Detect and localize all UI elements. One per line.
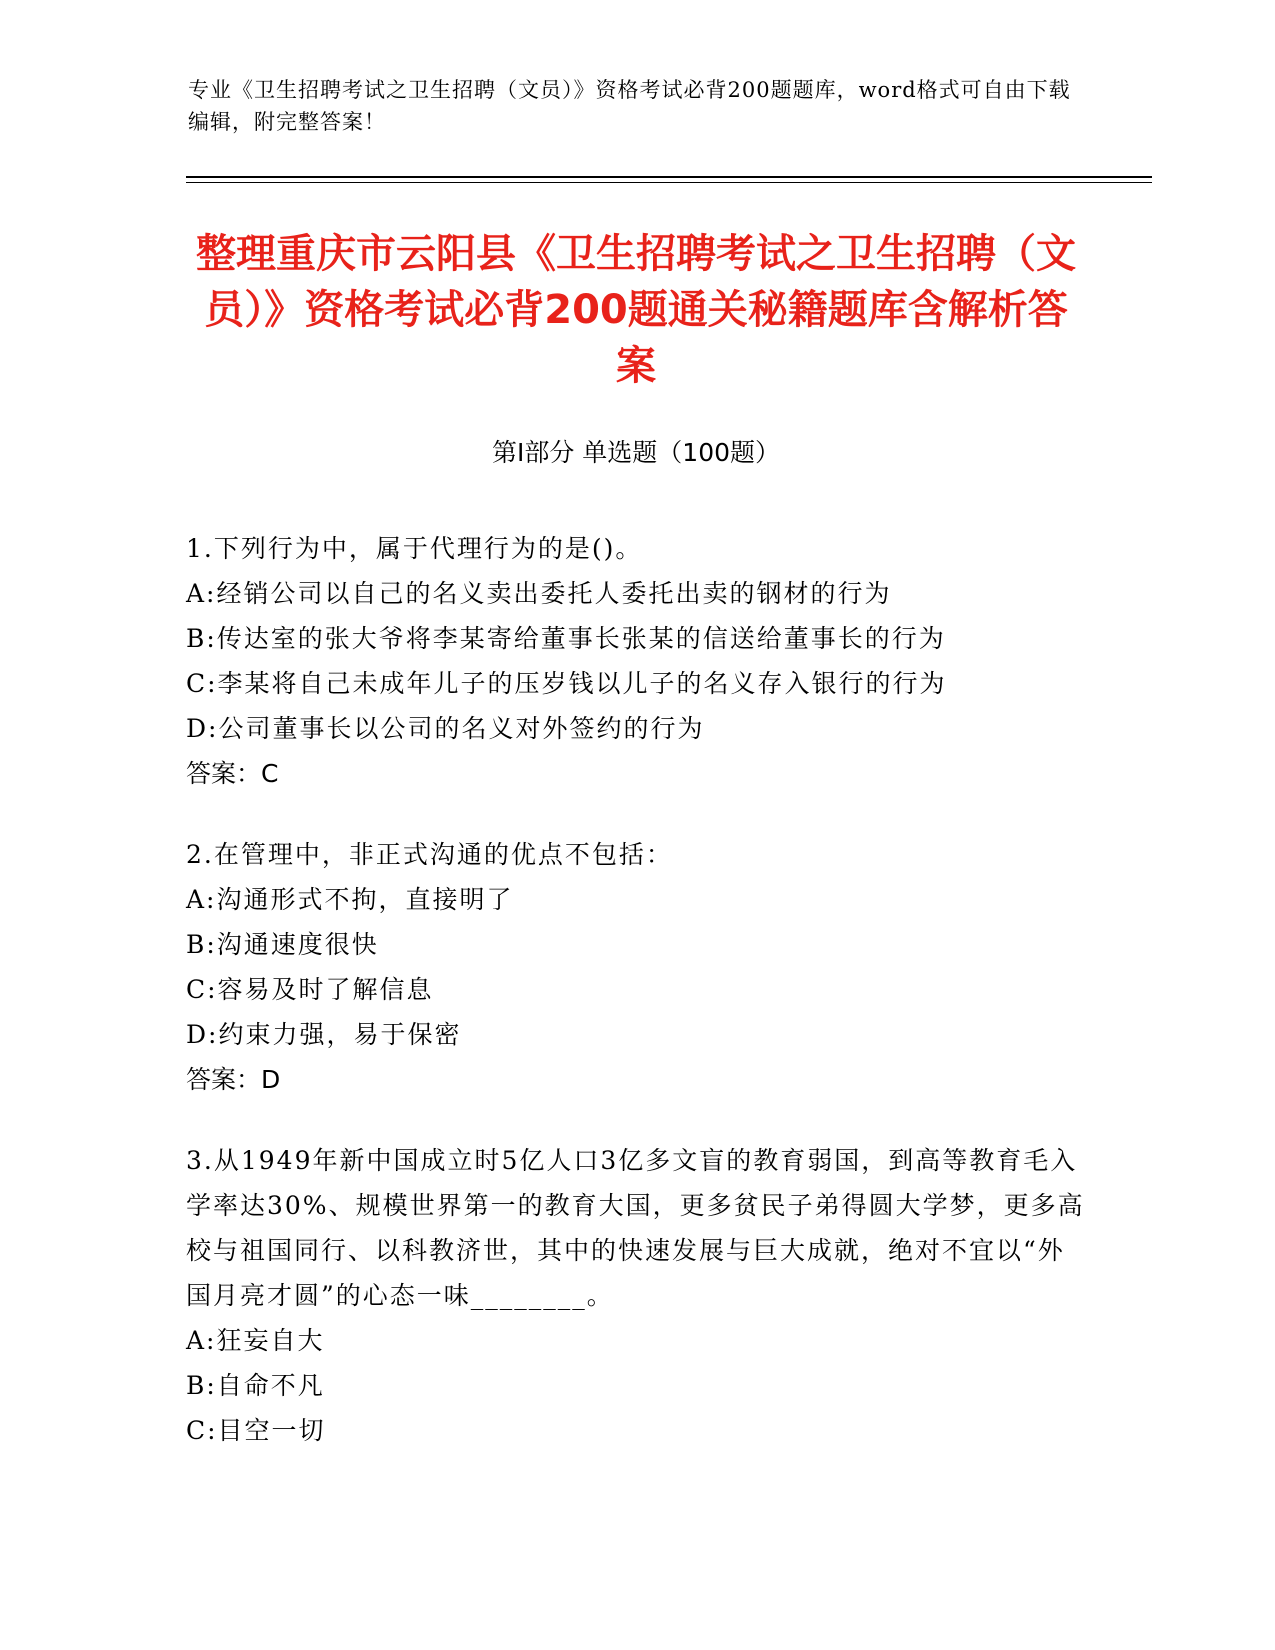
header-note: 专业《卫生招聘考试之卫生招聘（文员）》资格考试必背200题题库，word格式可自由下载编辑，附完整答案！ [188, 78, 1071, 134]
option-b: B:自命不凡 [186, 1371, 325, 1400]
question-3 [186, 1138, 1086, 1453]
document-title: 整理重庆市云阳县《卫生招聘考试之卫生招聘（文员）》资格考试必背200题通关秘籍题库含解析答案 [196, 231, 1076, 389]
question-list [186, 526, 1086, 1489]
question-stem: 3.从1949年新中国成立时5亿人口3亿多文盲的教育弱国，到高等教育毛入学率达30%、规模世界第一的教育大国，更多贫民子弟得圆大学梦，更多高校与祖国同行、以科教济世，其中的快速发展与巨大成就，绝对不宜以“外国月亮才圆”的心态一味________。 [186, 1146, 1085, 1310]
option-c: C:李某将自己未成年儿子的压岁钱以儿子的名义存入银行的行为 [186, 669, 947, 698]
option-b: B:沟通速度很快 [186, 930, 379, 959]
option-a: A:狂妄自大 [186, 1326, 325, 1355]
option-a: A:沟通形式不拘，直接明了 [186, 885, 514, 914]
option-c: C:目空一切 [186, 1416, 326, 1445]
section-title: 第Ⅰ部分 单选题（100题） [491, 438, 781, 467]
option-c: C:容易及时了解信息 [186, 975, 434, 1004]
option-d: D:约束力强，易于保密 [186, 1020, 462, 1049]
question-2 [186, 832, 1086, 1102]
option-a: A:经销公司以自己的名义卖出委托人委托出卖的钢材的行为 [186, 579, 892, 608]
answer: 答案：D [186, 1065, 281, 1094]
header-rule-thick [186, 176, 1152, 178]
option-d: D:公司董事长以公司的名义对外签约的行为 [186, 714, 705, 743]
option-b: B:传达室的张大爷将李某寄给董事长张某的信送给董事长的行为 [186, 624, 946, 653]
question-stem: 2.在管理中，非正式沟通的优点不包括： [186, 840, 673, 869]
header-rule-thin [186, 182, 1152, 183]
question-stem: 1.下列行为中，属于代理行为的是()。 [186, 534, 643, 563]
question-1 [186, 526, 1086, 796]
answer: 答案：C [186, 759, 279, 788]
